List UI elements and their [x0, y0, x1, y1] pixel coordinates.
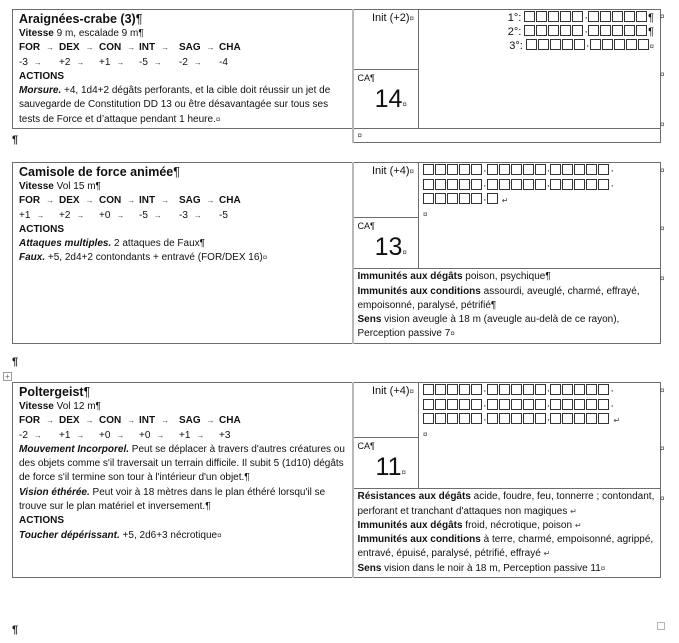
actions-heading: ACTIONS — [19, 70, 64, 82]
hp-checkbox[interactable] — [562, 399, 573, 410]
traits-cell-empty[interactable]: ¤ — [353, 129, 661, 143]
tab-mark: → — [76, 210, 85, 220]
statblock-camisole-de-force — [12, 162, 661, 344]
hp-checkbox[interactable] — [487, 164, 498, 175]
initiative-cell[interactable]: Init (+4)¤ — [353, 383, 419, 438]
monster-name: Araignées-crabe (3)¶ — [19, 12, 143, 26]
hp-checkbox[interactable] — [536, 25, 547, 36]
hp-checkbox[interactable] — [523, 399, 534, 410]
tab-mark: → — [161, 416, 170, 426]
hp-checkbox[interactable] — [562, 164, 573, 175]
hp-checkbox[interactable] — [535, 399, 546, 410]
hp-checkbox[interactable] — [586, 384, 597, 395]
tab-mark: → — [85, 416, 94, 426]
hp-checkbox[interactable] — [447, 164, 458, 175]
feature-entry: Vision éthérée. Peut voir à 18 mètres dans le plan éthéré lorsqu'il se trouve sur le plan matériel et inversement.¶ — [19, 486, 326, 513]
hp-checkbox[interactable] — [499, 164, 510, 175]
action-entry: Morsure. +4, 1d4+2 dégâts perforants, et la cible doit réussir un jet de sauvegarde de Constitution DD 13 ou être désavantagée sur tous ses tests de Force et d’attaque pendant 1 heure.¤ — [19, 85, 331, 125]
ca-label: CA¶ — [357, 221, 375, 231]
empty-cell — [13, 129, 353, 143]
hp-checkbox[interactable] — [535, 384, 546, 395]
hp-checkbox[interactable] — [588, 25, 599, 36]
hp-checkbox[interactable] — [574, 179, 585, 190]
hp-checkbox[interactable] — [471, 164, 482, 175]
row-end-mark: ¤ — [660, 224, 665, 233]
monster-name: Poltergeist¶ — [19, 385, 91, 399]
ca-value: 13¤ — [374, 233, 407, 262]
hp-row: 2°: · ¶ — [507, 26, 654, 38]
table-move-handle[interactable]: + — [3, 372, 12, 381]
hp-checkbox[interactable] — [572, 11, 583, 22]
hp-row: · · · — [423, 384, 656, 399]
hp-checkbox[interactable] — [548, 11, 559, 22]
traits-cell[interactable] — [353, 489, 661, 578]
hp-row: 1°: · ¶ — [507, 12, 654, 24]
hp-checkbox[interactable] — [511, 399, 522, 410]
feature-entry: Mouvement Incorporel. Peut se déplacer à travers d'autres créatures ou des objets comme s'il traversait un terrain difficile. Il subit 5 (1d10) dégâts de force s'il termine son tour à l'intérieur d'un objet.¶ — [19, 443, 345, 484]
speed-line: Vitesse 9 m, escalade 9 m¶ — [19, 28, 144, 39]
hp-checkbox[interactable] — [535, 179, 546, 190]
hp-checkbox[interactable] — [526, 39, 537, 50]
action-entry: Faux. +5, 2d4+2 contondants + entravé (FOR/DEX 16)¤ — [19, 252, 268, 264]
hp-checkbox[interactable] — [423, 193, 434, 204]
hp-checkbox[interactable] — [624, 25, 635, 36]
cell-end-mark: ¤ — [423, 429, 428, 439]
stat-values: -2 → +1 → +0 → +0 → +1 → +3 — [19, 429, 231, 441]
hp-checkbox[interactable] — [459, 399, 470, 410]
hp-checkbox[interactable] — [572, 25, 583, 36]
hp-checkbox[interactable] — [523, 413, 534, 424]
hp-row: · · · — [423, 399, 656, 414]
hp-checkbox[interactable] — [459, 179, 470, 190]
hp-checkbox[interactable] — [499, 399, 510, 410]
hp-checkbox[interactable] — [598, 164, 609, 175]
hp-checkbox[interactable] — [423, 413, 434, 424]
hp-row: 3°: · ¤ — [509, 40, 654, 52]
hp-checkbox[interactable] — [636, 25, 647, 36]
initiative-cell[interactable]: Init (+2)¤ — [353, 10, 419, 70]
stat-values: +1 → +2 → +0 → -5 → -3 → -5 — [19, 209, 228, 221]
hp-checkbox[interactable] — [471, 399, 482, 410]
hp-checkbox[interactable] — [535, 413, 546, 424]
hp-checkbox[interactable] — [588, 11, 599, 22]
hp-checkbox[interactable] — [523, 384, 534, 395]
stat-values: -3 → +2 → +1 → -5 → -2 → -4 — [19, 56, 228, 68]
monster-info-cell[interactable] — [13, 163, 353, 344]
hp-checkbox[interactable] — [524, 11, 535, 22]
hp-checkbox[interactable] — [586, 413, 597, 424]
hp-checkbox[interactable] — [524, 25, 535, 36]
stat-headers: FOR → DEX → CON → INT → SAG → CHA — [19, 195, 241, 207]
hp-checkbox[interactable] — [435, 164, 446, 175]
armor-class-cell[interactable] — [353, 218, 419, 269]
tab-mark: → — [206, 43, 215, 53]
hp-row: · · · — [423, 164, 656, 179]
hp-checkbox[interactable] — [459, 384, 470, 395]
tab-mark: → — [196, 430, 205, 440]
row-end-mark: ¤ — [660, 12, 665, 21]
hp-checkbox[interactable] — [612, 25, 623, 36]
hp-checkbox[interactable] — [624, 11, 635, 22]
stat-headers: FOR → DEX → CON → INT → SAG → CHA — [19, 415, 241, 427]
tab-mark: → — [76, 57, 85, 67]
hp-checkbox[interactable] — [511, 164, 522, 175]
hp-row: · ↵ — [423, 193, 656, 208]
hp-checkbox[interactable] — [487, 179, 498, 190]
hp-checkbox[interactable] — [471, 179, 482, 190]
hp-checkbox[interactable] — [598, 179, 609, 190]
hp-checkbox[interactable] — [560, 25, 571, 36]
hp-checkbox[interactable] — [459, 164, 470, 175]
hp-checkbox[interactable] — [562, 39, 573, 50]
hp-checkbox[interactable] — [586, 179, 597, 190]
tab-mark: → — [116, 57, 125, 67]
ca-value: 11¤ — [375, 453, 406, 482]
paragraph-mark: ¶ — [12, 356, 19, 368]
tab-mark: → — [85, 43, 94, 53]
hp-checkbox[interactable] — [523, 179, 534, 190]
hp-checkbox[interactable] — [626, 39, 637, 50]
trait-entry: Sens vision dans le noir à 18 m, Perception passive 11¤ — [357, 562, 606, 574]
row-end-mark: ¤ — [660, 444, 665, 453]
hp-checkbox[interactable] — [598, 399, 609, 410]
hp-checkbox[interactable] — [562, 413, 573, 424]
trait-entry: Immunités aux conditions à terre, charmé, empoisonné, agrippé, entravé, épuisé, paralysé, pétrifié, effrayé ↵ — [357, 534, 654, 560]
tab-mark: → — [46, 43, 55, 53]
hp-checkbox[interactable] — [447, 193, 458, 204]
hp-checkbox[interactable] — [435, 399, 446, 410]
hit-points-tracker[interactable] — [419, 10, 661, 129]
speed-line: Vitesse Vol 15 m¶ — [19, 181, 101, 192]
hp-checkbox[interactable] — [511, 179, 522, 190]
row-end-mark: ¤ — [660, 70, 665, 79]
hp-checkbox[interactable] — [562, 179, 573, 190]
hit-points-tracker[interactable] — [419, 163, 661, 269]
row-end-mark: ¤ — [660, 166, 665, 175]
hp-checkbox[interactable] — [511, 413, 522, 424]
hp-checkbox[interactable] — [600, 25, 611, 36]
tab-mark: → — [36, 210, 45, 220]
hp-checkbox[interactable] — [487, 399, 498, 410]
trait-entry: Immunités aux dégâts poison, psychique¶ — [357, 271, 551, 283]
hp-checkbox[interactable] — [562, 384, 573, 395]
hp-checkbox[interactable] — [550, 413, 561, 424]
hp-checkbox[interactable] — [487, 384, 498, 395]
hp-checkbox[interactable] — [499, 384, 510, 395]
initiative-cell[interactable]: Init (+4)¤ — [353, 163, 419, 218]
tab-mark: → — [206, 196, 215, 206]
tab-mark: → — [46, 196, 55, 206]
actions-heading: ACTIONS — [19, 223, 64, 235]
ca-label: CA¶ — [357, 441, 375, 451]
tab-mark: → — [161, 196, 170, 206]
trait-entry: Immunités aux conditions assourdi, aveuglé, charmé, effrayé, empoisonné, paralysé, pétrifié¶ — [357, 285, 640, 311]
hp-checkbox[interactable] — [435, 413, 446, 424]
cell-end-mark: ¤ — [423, 209, 428, 219]
actions-heading: ACTIONS — [19, 515, 64, 527]
table-resize-handle[interactable] — [657, 622, 665, 630]
traits-cell[interactable] — [353, 269, 661, 343]
tab-mark: → — [127, 43, 136, 53]
stat-headers: FOR → DEX → CON → INT → SAG → CHA — [19, 42, 241, 54]
hp-checkbox[interactable] — [612, 11, 623, 22]
tab-mark: → — [161, 43, 170, 53]
row-end-mark: ¤ — [660, 386, 665, 395]
trait-entry: Sens vision aveugle à 18 m (aveugle au-delà de ce rayon), Perception passive 7¤ — [357, 314, 620, 340]
hp-checkbox[interactable] — [574, 399, 585, 410]
tab-mark: → — [46, 416, 55, 426]
hp-checkbox[interactable] — [511, 384, 522, 395]
monster-info-cell[interactable] — [13, 10, 353, 129]
hp-checkbox[interactable] — [536, 11, 547, 22]
hp-checkbox[interactable] — [590, 39, 601, 50]
paragraph-mark: ¶ — [12, 624, 19, 636]
hp-checkbox[interactable] — [560, 11, 571, 22]
hp-checkbox[interactable] — [423, 384, 434, 395]
hp-checkbox[interactable] — [423, 399, 434, 410]
hp-checkbox[interactable] — [598, 413, 609, 424]
hp-checkbox[interactable] — [550, 384, 561, 395]
hp-checkbox[interactable] — [636, 11, 647, 22]
hp-row: · · · — [423, 179, 656, 194]
trait-entry: Résistances aux dégâts acide, foudre, feu, tonnerre ; contondant, perforant et tranchant d'attaques non magiques ↵ — [357, 491, 655, 517]
hp-checkbox[interactable] — [471, 384, 482, 395]
hp-checkbox[interactable] — [574, 164, 585, 175]
hp-checkbox[interactable] — [447, 179, 458, 190]
tab-mark: → — [156, 430, 165, 440]
statblock-araignees-crabe — [12, 9, 661, 143]
hp-checkbox[interactable] — [586, 164, 597, 175]
hp-checkbox[interactable] — [471, 413, 482, 424]
speed-line: Vitesse Vol 12 m¶ — [19, 401, 101, 412]
hp-checkbox[interactable] — [523, 164, 534, 175]
tab-mark: → — [116, 210, 125, 220]
hp-checkbox[interactable] — [423, 164, 434, 175]
tab-mark: → — [127, 416, 136, 426]
hp-checkbox[interactable] — [487, 413, 498, 424]
armor-class-cell[interactable] — [353, 69, 419, 129]
hp-checkbox[interactable] — [487, 193, 498, 204]
hp-checkbox[interactable] — [447, 399, 458, 410]
tab-mark: → — [193, 57, 202, 67]
hp-checkbox[interactable] — [574, 384, 585, 395]
hit-points-tracker[interactable] — [419, 383, 661, 489]
tab-mark: → — [76, 430, 85, 440]
hp-checkbox[interactable] — [435, 179, 446, 190]
trait-entry: Immunités aux dégâts froid, nécrotique, poison ↵ — [357, 519, 582, 531]
hp-checkbox[interactable] — [638, 39, 649, 50]
hp-checkbox[interactable] — [435, 384, 446, 395]
hp-checkbox[interactable] — [538, 39, 549, 50]
statblock-poltergeist — [12, 382, 661, 578]
hp-checkbox[interactable] — [550, 164, 561, 175]
armor-class-cell[interactable] — [353, 438, 419, 489]
action-entry: Attaques multiples. 2 attaques de Faux¶ — [19, 238, 206, 250]
tab-mark: → — [206, 416, 215, 426]
hp-checkbox[interactable] — [600, 11, 611, 22]
hp-checkbox[interactable] — [459, 413, 470, 424]
hp-checkbox[interactable] — [574, 413, 585, 424]
hp-checkbox[interactable] — [598, 384, 609, 395]
hp-checkbox[interactable] — [447, 413, 458, 424]
hp-checkbox[interactable] — [586, 399, 597, 410]
tab-mark: → — [33, 430, 42, 440]
tab-mark: → — [153, 57, 162, 67]
tab-mark: → — [193, 210, 202, 220]
row-end-mark: ¤ — [660, 120, 665, 129]
hp-checkbox[interactable] — [550, 179, 561, 190]
hp-checkbox[interactable] — [550, 39, 561, 50]
hp-checkbox[interactable] — [447, 384, 458, 395]
hp-checkbox[interactable] — [602, 39, 613, 50]
hp-checkbox[interactable] — [423, 179, 434, 190]
hp-checkbox[interactable] — [614, 39, 625, 50]
paragraph-mark: ¶ — [12, 134, 19, 146]
hp-checkbox[interactable] — [574, 39, 585, 50]
hp-checkbox[interactable] — [435, 193, 446, 204]
monster-name: Camisole de force animée¶ — [19, 165, 180, 179]
tab-mark: → — [153, 210, 162, 220]
hp-checkbox[interactable] — [535, 164, 546, 175]
action-entry: Toucher dépérissant. +5, 2d6+3 nécrotique¤ — [19, 529, 222, 541]
row-end-mark: ¤ — [660, 494, 665, 503]
hp-checkbox[interactable] — [499, 179, 510, 190]
tab-mark: → — [127, 196, 136, 206]
hp-checkbox[interactable] — [499, 413, 510, 424]
hp-row: · · ↵ — [423, 413, 656, 428]
row-end-mark: ¤ — [660, 274, 665, 283]
ca-value: 14¤ — [374, 84, 407, 113]
hp-checkbox[interactable] — [471, 193, 482, 204]
hp-checkbox[interactable] — [548, 25, 559, 36]
monster-info-cell[interactable] — [13, 383, 353, 578]
tab-mark: → — [116, 430, 125, 440]
hp-checkbox[interactable] — [459, 193, 470, 204]
hp-checkbox[interactable] — [550, 399, 561, 410]
tab-mark: → — [33, 57, 42, 67]
ca-label: CA¶ — [357, 72, 375, 83]
tab-mark: → — [85, 196, 94, 206]
